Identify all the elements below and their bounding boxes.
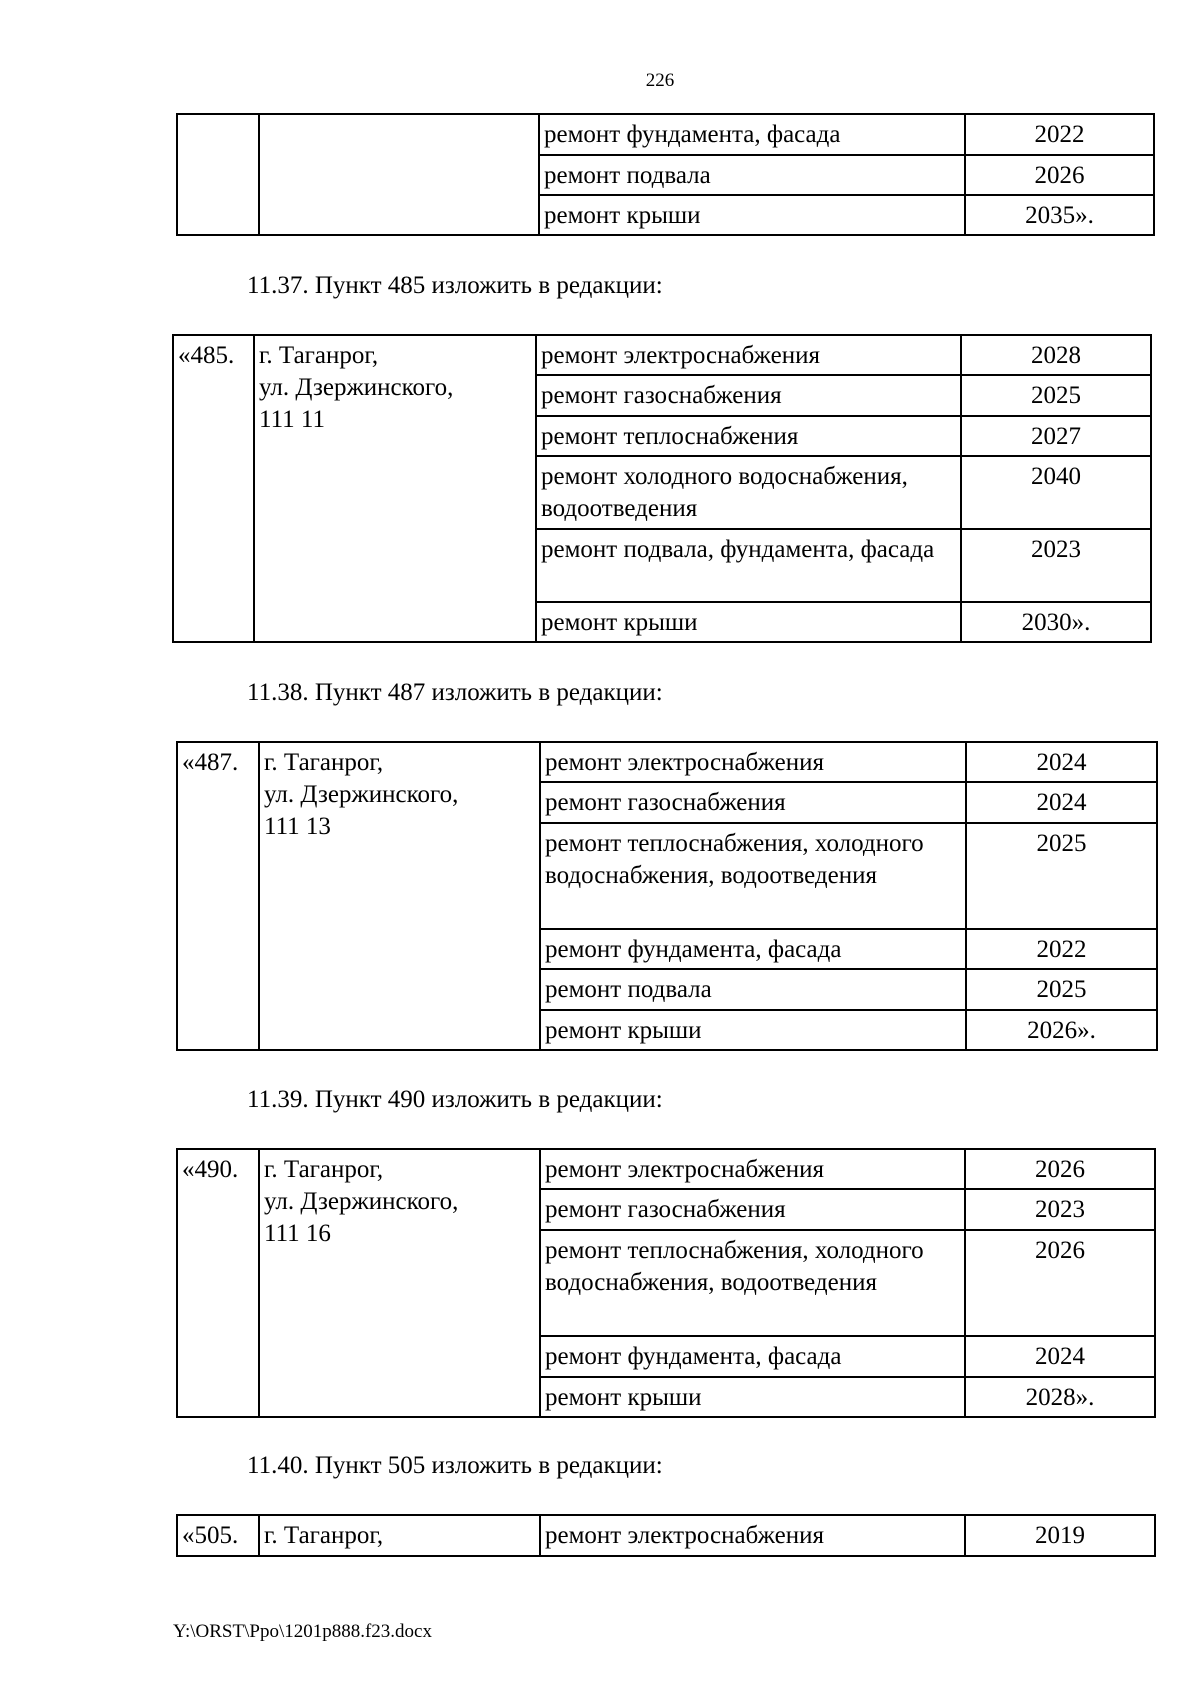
year-cell: 2026 [965,155,1154,195]
address-line: ул. Дзержинского, [264,1188,459,1215]
address-line: г. Таганрог, [259,342,379,369]
address-cell [259,1515,540,1556]
work-cell: ремонт крыши [536,602,961,642]
address-line: г. Таганрог, [264,749,384,776]
year-cell: 2024 [966,782,1157,823]
year-cell: 2022 [965,114,1154,155]
year-cell: 2024 [965,1336,1155,1377]
repair-table-505 [176,1514,1156,1557]
year-cell: 2028 [961,335,1151,375]
work-cell: ремонт газоснабжения [536,375,961,416]
address-cell [259,114,539,235]
work-cell: ремонт электроснабжения [540,1515,965,1556]
work-cell: ремонт теплоснабжения, холодного водоснабжения, водоотведения [540,1230,965,1336]
work-cell: ремонт крыши [540,1010,966,1050]
address-line: 111 13 [264,813,331,840]
work-cell: ремонт теплоснабжения, холодного водоснабжения, водоотведения [540,823,966,929]
work-cell: ремонт фундамента, фасада [539,114,965,155]
table-row [173,335,1151,375]
address-line: г. Таганрог, [264,1156,384,1183]
work-cell: ремонт фундамента, фасада [540,1336,965,1377]
section-heading: 11.37. Пункт 485 изложить в редакции: [247,272,663,299]
file-path-footer: Y:\ORST\Ppo\1201p888.f23.docx [173,1621,432,1642]
year-cell: 2030». [961,602,1151,642]
work-cell: ремонт подвала [539,155,965,195]
repair-table-485 [172,334,1152,643]
table-row [177,742,1157,782]
year-cell: 2022 [966,929,1157,969]
year-cell: 2019 [965,1515,1155,1556]
year-cell: 2026 [965,1149,1155,1189]
address-cell [259,1149,540,1417]
section-heading: 11.40. Пункт 505 изложить в редакции: [247,1452,663,1479]
work-cell: ремонт холодного водоснабжения, водоотведения [536,456,961,529]
year-cell: 2026». [966,1010,1157,1050]
address-line: г. Таганрог, [264,1522,384,1549]
repair-table-continuation [176,113,1155,236]
work-cell: ремонт крыши [540,1377,965,1417]
address-cell [259,742,540,1050]
year-cell: 2025 [961,375,1151,416]
year-cell: 2023 [965,1189,1155,1230]
year-cell: 2024 [966,742,1157,782]
work-cell: ремонт газоснабжения [540,782,966,823]
table-row [177,114,1154,155]
section-heading: 11.38. Пункт 487 изложить в редакции: [247,679,663,706]
address-line: ул. Дзержинского, [259,374,454,401]
address-line: ул. Дзержинского, [264,781,459,808]
address-line: 111 11 [259,406,325,433]
work-cell: ремонт теплоснабжения [536,416,961,456]
work-cell: ремонт газоснабжения [540,1189,965,1230]
year-cell: 2035». [965,195,1154,235]
work-cell: ремонт электроснабжения [536,335,961,375]
repair-table-490 [176,1148,1156,1418]
item-number-cell: «490. [177,1149,259,1417]
work-cell: ремонт подвала, фундамента, фасада [536,529,961,602]
work-cell: ремонт подвала [540,969,966,1010]
year-cell: 2025 [966,969,1157,1010]
work-cell: ремонт фундамента, фасада [540,929,966,969]
work-cell: ремонт электроснабжения [540,1149,965,1189]
item-number-cell [177,114,259,235]
item-number-cell: «505. [177,1515,259,1556]
address-cell [254,335,536,642]
year-cell: 2027 [961,416,1151,456]
repair-table-487 [176,741,1158,1051]
work-cell: ремонт электроснабжения [540,742,966,782]
year-cell: 2026 [965,1230,1155,1336]
page-number: 226 [645,70,675,91]
item-number-cell: «485. [173,335,254,642]
address-line: 111 16 [264,1220,331,1247]
year-cell: 2040 [961,456,1151,529]
year-cell: 2028». [965,1377,1155,1417]
work-cell: ремонт крыши [539,195,965,235]
year-cell: 2023 [961,529,1151,602]
year-cell: 2025 [966,823,1157,929]
item-number-cell: «487. [177,742,259,1050]
table-row [177,1149,1155,1189]
table-row [177,1515,1155,1556]
section-heading: 11.39. Пункт 490 изложить в редакции: [247,1086,663,1113]
